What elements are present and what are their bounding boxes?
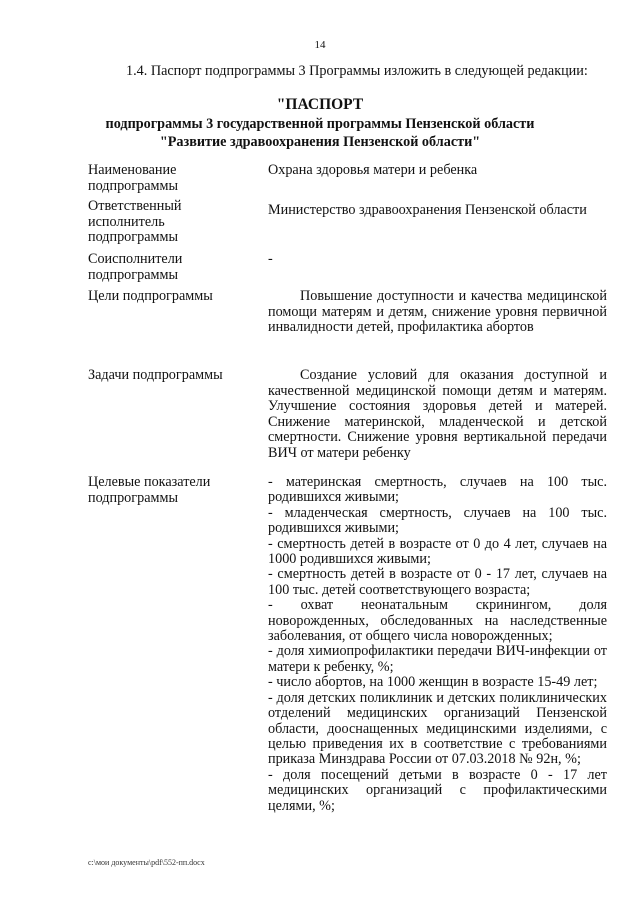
page-number: 14 — [314, 39, 326, 51]
row-value: Охрана здоровья матери и ребенка — [268, 162, 478, 178]
row-label: Целевые показатели подпрограммы — [88, 474, 211, 506]
row-label: Ответственный исполнитель подпрограммы — [88, 198, 182, 245]
program-name: "Развитие здравоохранения Пензенской области" — [159, 134, 481, 150]
list-item: - охват неонатальным скринингом, доля новорожденных, обследованных на наследственные заболевания, от общего числа новорожденных; — [268, 597, 607, 645]
list-item: - смертность детей в возрасте от 0 до 4 лет, случаев на 1000 родившихся живыми; — [268, 535, 607, 568]
passport-subtitle: подпрограммы 3 государственной программы Пензенской области — [105, 116, 535, 132]
row-label: Задачи подпрограммы — [88, 367, 223, 383]
row-label: Соисполнители подпрограммы — [88, 251, 183, 283]
row-value: Министерство здравоохранения Пензенской области — [268, 202, 587, 218]
row-label: Цели подпрограммы — [88, 288, 213, 304]
list-item: - доля посещений детьми в возрасте 0 - 17 лет медицинских организаций с профилактическими целями, %; — [268, 766, 607, 814]
indicators-list — [268, 475, 607, 814]
list-item: - доля химиопрофилактики передачи ВИЧ-инфекции от матери к ребенку, %; — [268, 643, 607, 675]
intro-paragraph: 1.4. Паспорт подпрограммы 3 Программы изложить в следующей редакции: — [126, 63, 588, 79]
passport-title: "ПАСПОРТ — [276, 96, 364, 113]
list-item: - смертность детей в возрасте от 0 - 17 лет, случаев на 100 тыс. детей соответствующего возраста; — [268, 566, 607, 598]
file-path-footer: c:\мои документы\pdf\552-пп.docx — [88, 858, 205, 867]
list-item: - материнская смертность, случаев на 100 тыс. родившихся живыми; — [268, 474, 607, 506]
list-item: - доля детских поликлиник и детских поликлинических отделений медицинских организаций Пензенской области, дооснащенных медицинскими изделиями, с целью приведения их в соответствие с требованиями приказа Минздрава России от 07.03.2018 № 92н, %; — [268, 689, 607, 768]
row-value: - — [268, 251, 273, 267]
row-label: Наименование подпрограммы — [88, 162, 178, 194]
list-item: - число абортов, на 1000 женщин в возрасте 15-49 лет; — [268, 674, 598, 691]
list-item: - младенческая смертность, случаев на 100 тыс. родившихся живыми; — [268, 504, 607, 537]
row-value: Повышение доступности и качества медицинской помощи матерям и детям, снижение уровня первичной инвалидности детей, профилактика абортов — [268, 288, 607, 335]
row-value: Создание условий для оказания доступной и качественной медицинской помощи детям и матерям. Улучшение состояния здоровья детей и матерей. Снижение материнской, младенческой и детской смертности. Снижение уровня вертикальной передачи ВИЧ от матери ребенку — [268, 367, 607, 461]
